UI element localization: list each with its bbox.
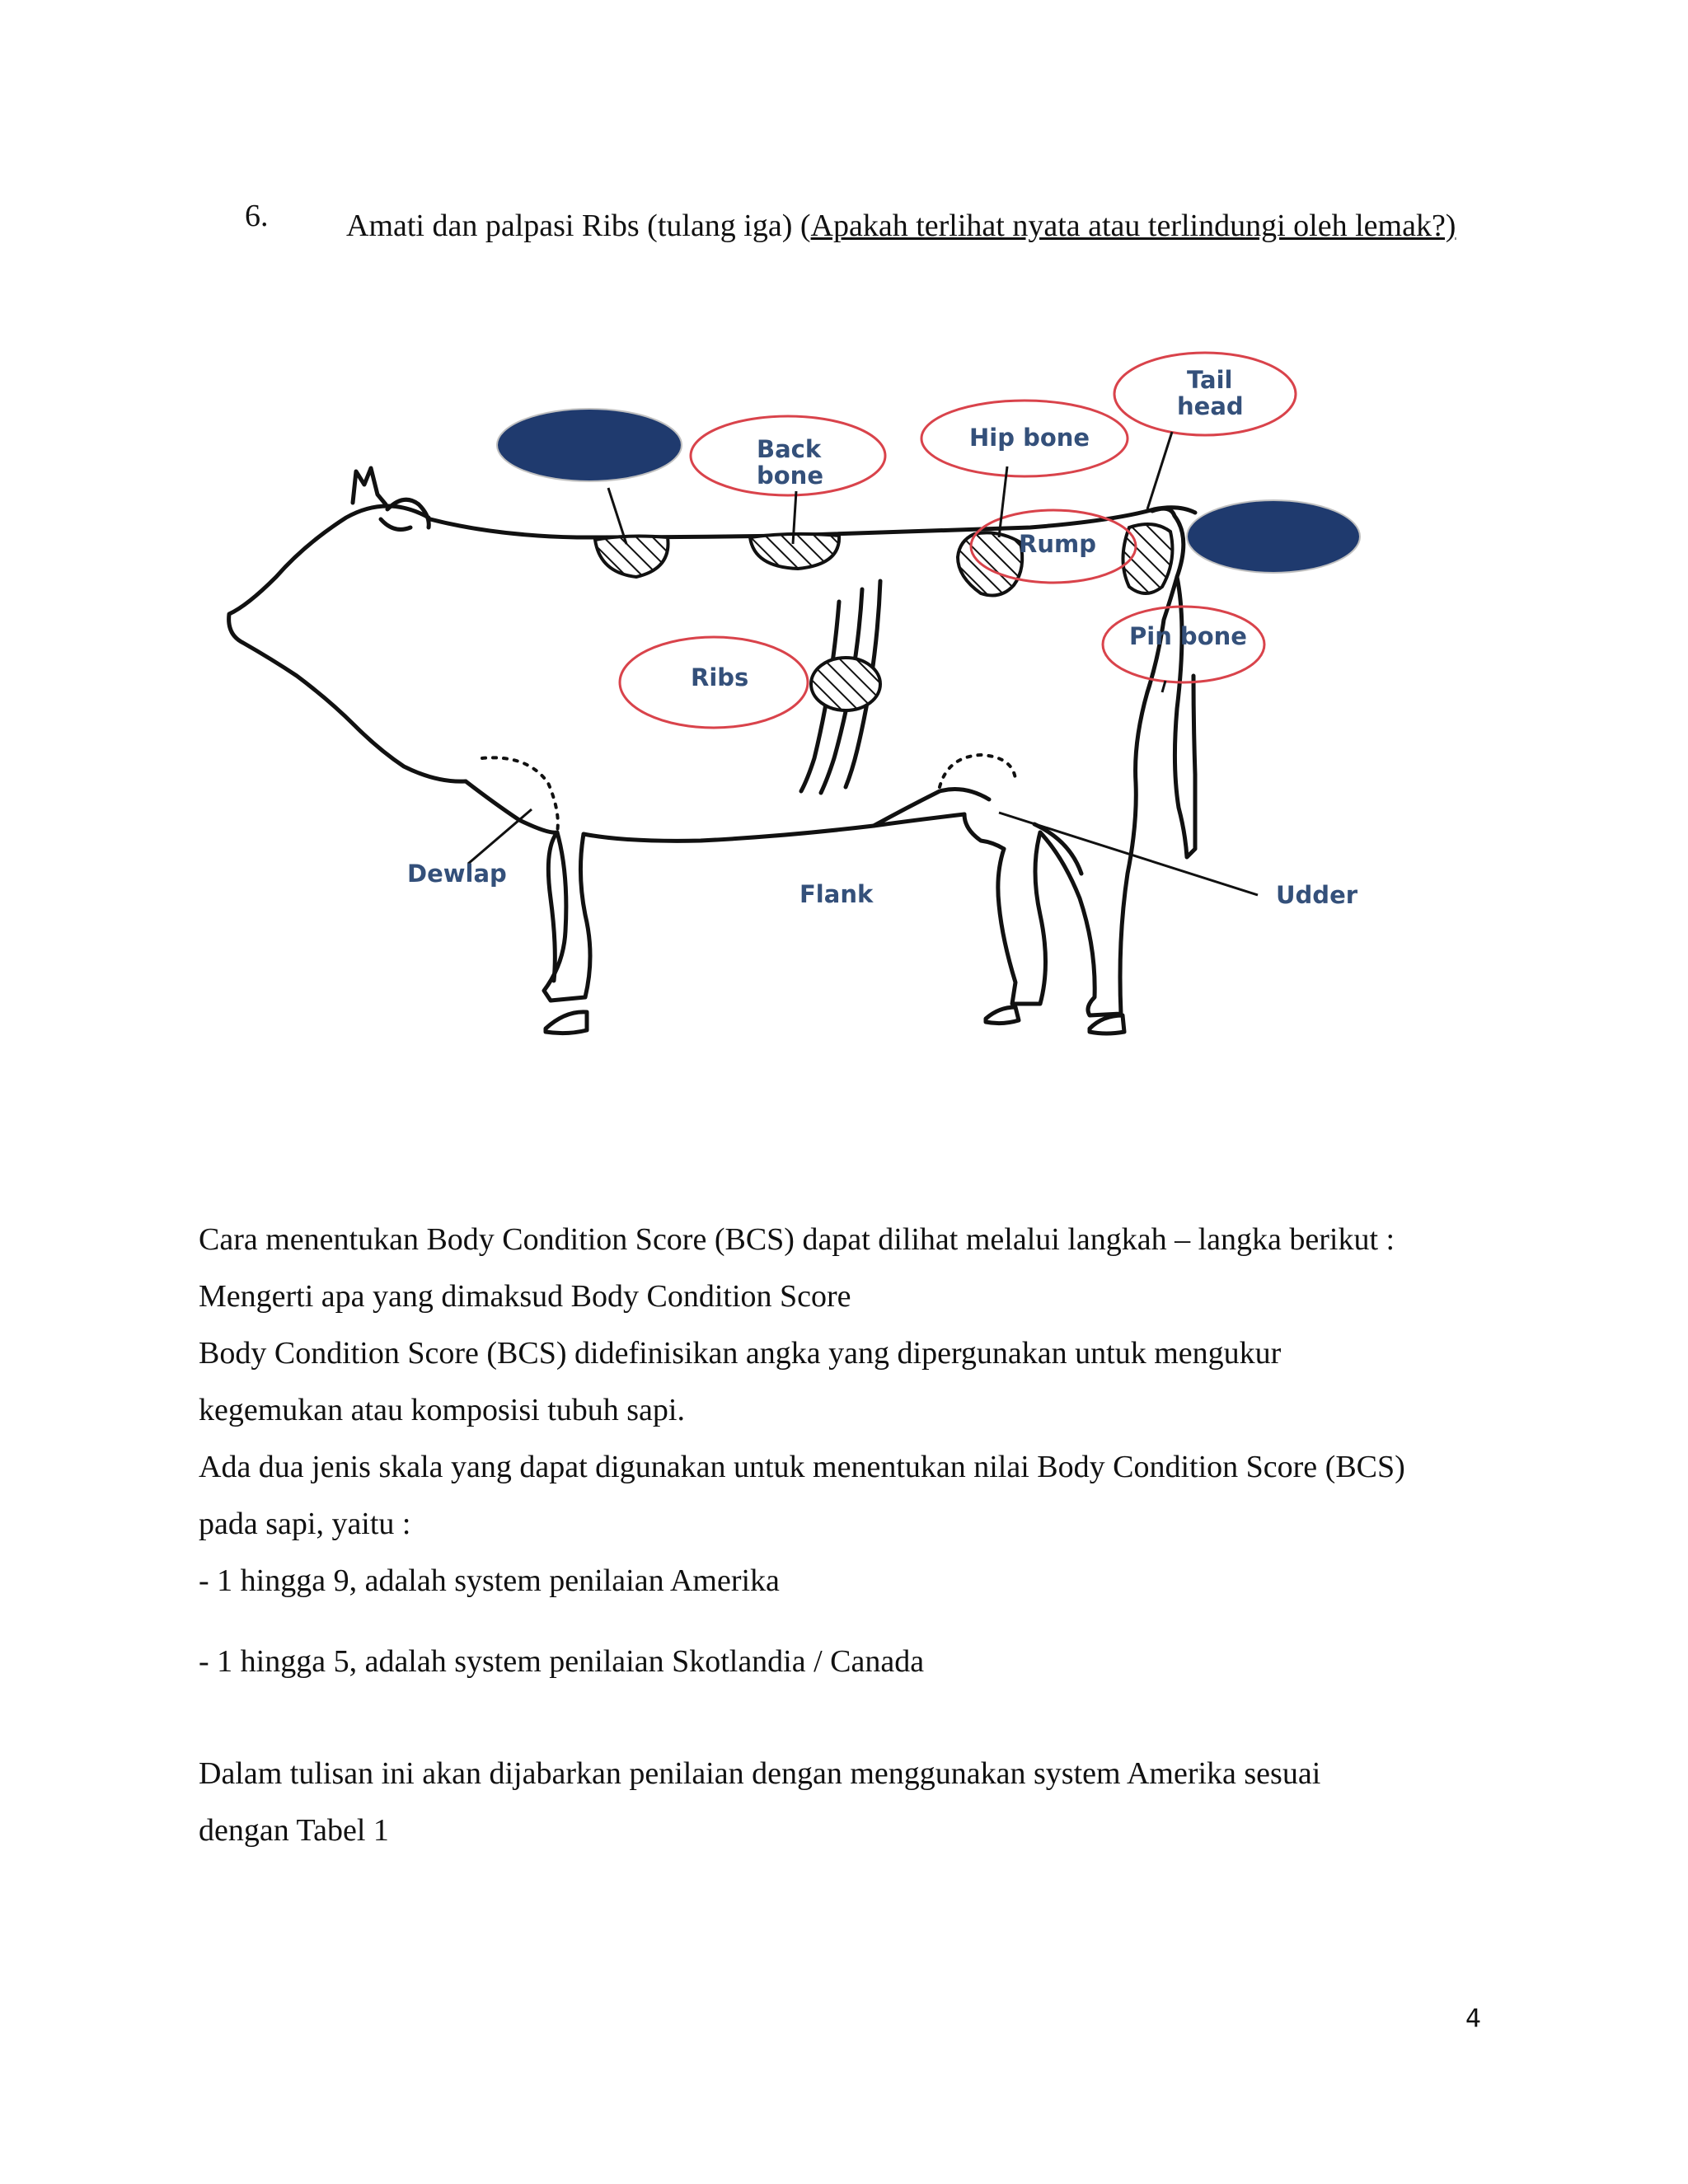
page-number: 4 (1465, 2004, 1482, 2033)
label-dewlap: Dewlap (407, 860, 507, 888)
paragraph-5: Ada dua jenis skala yang dapat digunakan untuk menentukan nilai Body Condition Score (BCS) (199, 1450, 1405, 1484)
label-back-bone-1: Back (757, 435, 822, 463)
label-hip-bone: Hip bone (969, 424, 1090, 452)
label-udder: Udder (1276, 881, 1358, 909)
label-back-bone-2: bone (757, 462, 823, 490)
list-item-american-scale: - 1 hingga 9, adalah system penilaian Amerika (199, 1563, 780, 1598)
paragraph-6: pada sapi, yaitu : (199, 1507, 411, 1541)
label-flank: Flank (799, 880, 874, 908)
step-number: 6. (245, 199, 269, 233)
hatch-loin (595, 537, 668, 577)
hatch-back-bone (750, 534, 839, 569)
label-pin-bone: Pin bone (1129, 622, 1247, 650)
paragraph-3: Body Condition Score (BCS) didefinisikan angka yang dipergunakan untuk mengukur (199, 1336, 1282, 1371)
paragraph-2: Mengerti apa yang dimaksud Body Condition Score (199, 1279, 851, 1314)
marker-loin-hidden-label (497, 409, 682, 481)
hatch-ribs (811, 658, 880, 710)
marker-thurl-hidden-label (1187, 500, 1360, 573)
label-rump: Rump (1019, 530, 1096, 558)
paragraph-10: dengan Tabel 1 (199, 1813, 389, 1848)
label-ribs: Ribs (691, 663, 749, 691)
hatch-hip (958, 532, 1022, 595)
paragraph-1: Cara menentukan Body Condition Score (BCS) dapat dilihat melalui langkah – langka berikut : (199, 1222, 1395, 1257)
label-tail-head-1: Tail (1187, 366, 1233, 394)
step-instruction-plain: Amati dan palpasi Ribs (tulang iga) ( (346, 209, 811, 243)
list-item-scottish-scale: - 1 hingga 5, adalah system penilaian Skotlandia / Canada (199, 1644, 925, 1679)
paragraph-9: Dalam tulisan ini akan dijabarkan penilaian dengan menggunakan system Amerika sesuai (199, 1756, 1321, 1791)
step-instruction-question: Apakah terlihat nyata atau terlindungi oleh lemak?) (810, 209, 1456, 243)
label-tail-head-2: head (1177, 392, 1244, 420)
cow-body-condition-diagram (0, 0, 1688, 1071)
paragraph-4: kegemukan atau komposisi tubuh sapi. (199, 1393, 685, 1427)
